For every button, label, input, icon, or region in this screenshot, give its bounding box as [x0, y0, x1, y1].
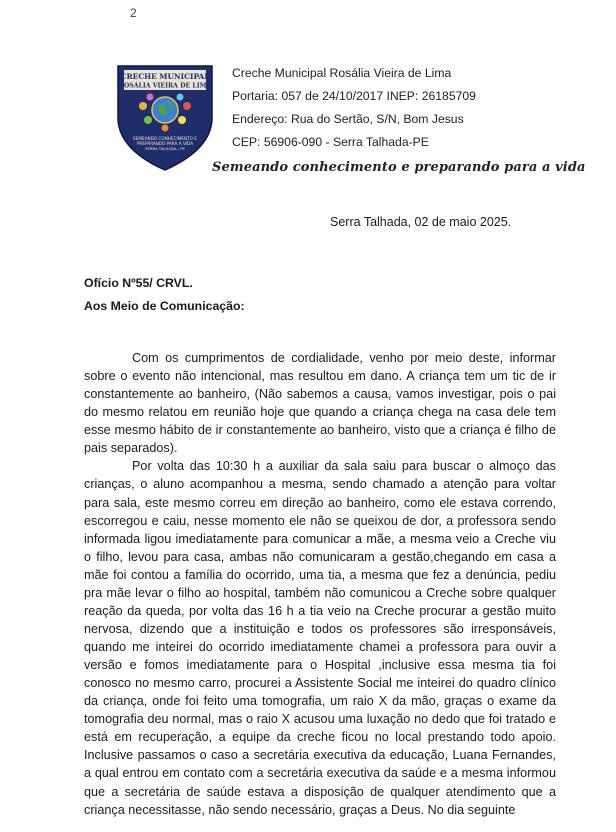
date-line: Serra Talhada, 02 de maio 2025. [330, 215, 512, 229]
creche-logo [110, 62, 220, 172]
address-line: Endereço: Rua do Sertão, S/N, Bom Jesus [232, 112, 464, 126]
logo-bottom-text-1: SEMEANDO CONHECIMENTO E [133, 136, 197, 141]
logo-bottom-text-2: PREPARANDO PARA A VIDA [136, 141, 194, 146]
slogan: Semeando conhecimento e preparando para a vida [212, 160, 586, 175]
cep-line: CEP: 56906-090 - Serra Talhada-PE [232, 135, 429, 149]
paragraph: Com os cumprimentos de cordialidade, venho por meio deste, informar sobre o evento não intencional, mas resultou em dano. A criança tem um tic de ir constantemente ao banheiro, (Não sabemos a causa, vamos investigar, pois o pai do mesmo relatou em reunião hoje que quando a criança chega na casa dele tem esse mesmo hábito de ir constantemente ao banheiro, visto que a criança é filho de pais separados). [84, 351, 556, 456]
logo-top-text: CRECHE MUNICIPAL [120, 72, 210, 81]
paragraph: Por volta das 10:30 h a auxiliar da sala saiu para buscar o almoço das crianças, o aluno acompanhou a mesma, sendo chamado a atenção para voltar para sala, este mesmo correu em direção ao banheiro, como ele estava correndo, escorregou e caiu, nesse momento ele não se queixou de dor, a professora sendo informada ligou imediatamente para comunicar a mãe, a mesma veio a Creche viu o filho, levou para casa, ambas não comunicaram a gestão,chegando em casa a mãe foi contou a família do ocorrido, uma tia, a mesma que fez a denúncia, pediu pra mãe levar o filho ao hospital, também não comunicou a Creche sobre qualquer reação da queda, por volta das 16 h a tia veio na Creche procurar a gestão muito nervosa, dizendo que a instituição e todos os professores são irresponsáveis, quando me inteirei do ocorrido imediatamente chamei a professora para ouvir a versão e fomos imediatamente para o Hospital ,inclusive essa mesma tia foi conosco no mesmo carro, procurei a Assistente Social me inteirei do quadro clínico da criança, onde foi feito uma tomografia, um raio X da mão, graças o exame da tomografia deu normal, mas o raio X acusou uma luxação no dedo que foi tratado e está em recuperação, a equipe da creche ficou no local prestando todo apoio. Inclusive passamos o caso a secretária executiva da educação, Luana Fernandes, a qual entrou em contato com a secretária executiva da saúde e a mesma informou que a secretária de saúde estava a disposição de qualquer atendimento que a criança necessitasse, não sendo necessário, graças a Deus. No dia seguinte [84, 459, 556, 817]
portaria-line: Portaria: 057 de 24/10/2017 INEP: 26185709 [232, 89, 476, 103]
oficio-number: Ofício Nº55/ CRVL. [84, 276, 193, 290]
page-number: 2 [130, 6, 137, 20]
logo-name-text: ROSÁLIA VIEIRA DE LIMA [118, 82, 212, 90]
recipient-line: Aos Meio de Comunicação: [84, 299, 245, 313]
letter-body [84, 349, 556, 819]
institution-name: Creche Municipal Rosália Vieira de Lima [232, 66, 452, 80]
logo-bottom-text-3: SERRA TALHADA - PE [145, 146, 185, 151]
